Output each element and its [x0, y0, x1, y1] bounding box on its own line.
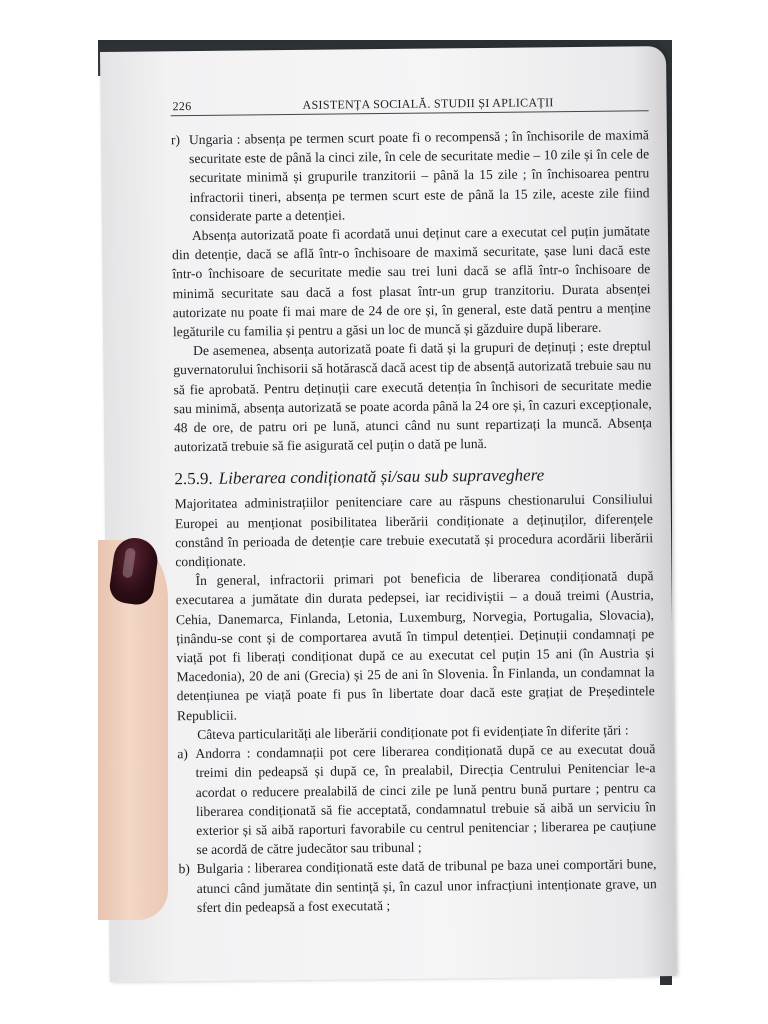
list-item-marker: a): [177, 746, 188, 762]
page-text-area: [170, 92, 657, 917]
running-head: ASISTENȚA SOCIALĂ. STUDII ȘI APLICAȚII: [302, 95, 554, 112]
list-item-text: Bulgaria : liberarea condiționată este dată de tribunal pe baza unei comportări bune, atunci când jumătate din sentință și, în cazul unor infracțiuni intenționate grave, un sfert din pedeapsă a fost executată ;: [196, 856, 657, 915]
list-item: [177, 739, 656, 859]
list-item-text: Ungaria : absența pe termen scurt poate fi o recompensă ; în închisorile de maximă securitate este de până la cinci zile, în cele de securitate medie – 10 zile și în cele de securitate minimă și grupurile tranzitorii – până la 15 zile ; în închisoarea pentru infractorii tineri, absența pe termen scurt este de până la 15 zile, aceste zile fiind considerate parte a detenției.: [188, 127, 650, 224]
paragraph: Majoritatea administrațiilor penitenciare care au răspuns chestionarului Consiliului Europei au menționat posibilitatea liberării condiționate a deținuților, diferențele constând în perioada de detenție care trebuie executată și procedura acordării liberării condiționate.: [174, 491, 654, 570]
list-item-marker: b): [178, 861, 190, 877]
list-item: [178, 855, 657, 918]
paragraph: Câteva particularități ale liberării condiționate pot fi evidențiate în diferite țări :: [197, 722, 629, 742]
section-heading: [174, 464, 652, 491]
paragraph: În general, infractorii primari pot beneficia de liberarea condiționată după executarea a jumătate din durata pedepsei, iar recidiviștii – a două treimi (Austria, Cehia, Danemarca, Finlanda, Letonia, Luxemburg, Norvegia, Portugalia, Slovacia), ținându-se cont și de comportarea avută în timpul detenției. Deținuții condamnați pe viață pot fi liberați condiționat după ce au executat cel puțin 15 ani (în Austria și Macedonia), 20 de ani (Grecia) și 25 de ani în Slovenia. În Finlanda, un condamnat la detențiunea pe viață poate fi pus în libertate doar dacă este grațiat de Președintele Republicii.: [175, 568, 655, 723]
paragraph: De asemenea, absența autorizată poate fi dată și la grupuri de deținuți ; este dreptul guvernatorului închisorii să hotărască dacă acest tip de absență autorizată trebuie sau nu să fie aprobată. Pentru deținuții care execută detenția în închisori de securitate medie sau minimă, absența autorizată se poate acorda până la 24 ore și, în cazuri excepționale, 48 de ore, de patru ori pe lună, atunci când nu sunt repartizați la muncă. Absența autorizată trebuie să fie asigurată cel puțin o dată pe lună.: [173, 338, 652, 455]
page-header: [170, 92, 648, 116]
list-item-marker: r): [170, 132, 181, 148]
list-item-text: Andorra : condamnații pot cere liberarea condiționată după ce au executat două treimi din pedeapsă și după ce, în prealabil, Direcția Centrului Penitenciar le-a acordat o reducere prealabilă de cinci zile pe lună pentru bună purtare ; pentru ca liberarea condiționată să fie acceptată, condamnatul trebuie să aibă un serviciu în exterior și să aibă raporturi favorabile cu centrul penitenciar ; liberarea pe cauțiune se acordă de către judecător sau tribunal ;: [195, 741, 657, 858]
section-title: Liberarea condiționată și/sau sub supraveghere: [218, 465, 545, 489]
section-number: 2.5.9.: [174, 469, 213, 489]
paragraph: Absența autorizată poate fi acordată unui deținut care a executat cel puțin jumătate din detenție, dacă se află într-o închisoare de maximă securitate, șase luni dacă este într-o închisoare de securitate medie sau trei luni dacă se află într-o închisoare de minimă securitate sau dacă a fost plasat într-un grup tranzitoriu. Durata absenței autorizate nu poate fi mai mare de 24 de ore și, în general, este dată pentru a menține legăturile cu familia și pentru a găsi un loc de muncă și găzduire după liberare.: [172, 223, 651, 340]
list-item: [171, 125, 650, 226]
book-page: [100, 46, 676, 982]
page-number: 226: [172, 99, 192, 114]
